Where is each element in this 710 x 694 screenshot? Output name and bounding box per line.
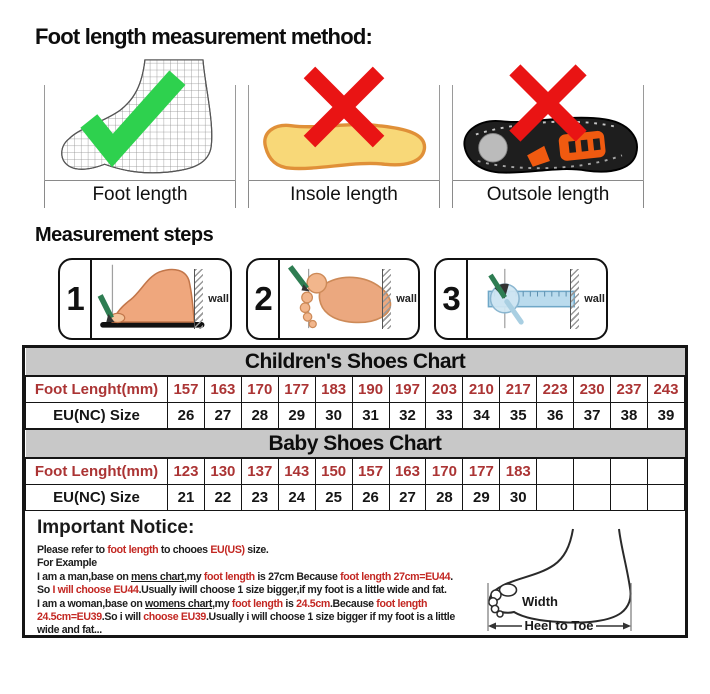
size-cell: 230 (574, 376, 611, 403)
size-cell: 150 (315, 458, 352, 485)
size-cell: 37 (574, 403, 611, 430)
size-cell: 22 (204, 485, 241, 511)
size-cell: 197 (389, 376, 426, 403)
step-3-box (434, 258, 608, 340)
pencil-icon (100, 295, 111, 317)
size-cell: 36 (537, 403, 574, 430)
size-cell: 123 (168, 458, 205, 485)
size-cell: 163 (204, 376, 241, 403)
table-row (26, 485, 685, 511)
wall-hatch (194, 269, 203, 329)
size-cell: 143 (278, 458, 315, 485)
size-cell: 24 (278, 485, 315, 511)
size-cell (574, 458, 611, 485)
size-cell: 25 (315, 485, 352, 511)
row-label: EU(NC) Size (26, 485, 168, 511)
size-cell: 28 (426, 485, 463, 511)
notice-line: wide and fat... (37, 624, 102, 637)
size-tables (25, 348, 685, 511)
size-cell (611, 485, 648, 511)
steps-heading: Measurement steps (35, 224, 214, 246)
size-cell: 23 (241, 485, 278, 511)
method-label: Outsole length (486, 183, 610, 205)
size-cell: 29 (463, 485, 500, 511)
method-insole-length (242, 54, 446, 208)
size-cell: 243 (647, 376, 684, 403)
size-cell: 30 (315, 403, 352, 430)
size-chart-block (22, 345, 688, 638)
size-cell: 210 (463, 376, 500, 403)
step-1-box (58, 258, 232, 340)
cross-icon (296, 58, 392, 156)
size-cell: 177 (278, 376, 315, 403)
notice-line: For Example (37, 557, 97, 570)
size-cell: 34 (463, 403, 500, 430)
step-1-figure (92, 260, 230, 338)
size-cell: 39 (647, 403, 684, 430)
chart-title: Baby Shoes Chart (26, 429, 685, 458)
size-cell: 130 (204, 458, 241, 485)
step-2-figure (280, 260, 418, 338)
method-foot-length-figure (38, 54, 242, 180)
size-cell: 21 (168, 485, 205, 511)
foot-measure-diagram (470, 527, 648, 639)
size-cell: 223 (537, 376, 574, 403)
size-cell: 170 (241, 376, 278, 403)
important-notice (25, 511, 685, 638)
method-bracket (248, 180, 440, 208)
wall-label: wall (396, 293, 417, 305)
size-cell (537, 485, 574, 511)
chart-title: Children's Shoes Chart (26, 348, 685, 376)
size-cell: 27 (389, 485, 426, 511)
size-cell: 31 (352, 403, 389, 430)
method-bracket (452, 180, 644, 208)
size-cell (647, 458, 684, 485)
notice-line: Please refer to foot length to chooes EU(US) size. (37, 544, 269, 556)
table-row (26, 458, 685, 485)
step-2-box (246, 258, 420, 340)
row-label: EU(NC) Size (26, 403, 168, 430)
size-cell: 203 (426, 376, 463, 403)
wall-hatch (382, 269, 391, 329)
notice-line: 24.5cm=EU39.So i will choose EU39.Usually i will choose 1 size bigger if my foot is a little (37, 611, 455, 624)
size-cell: 237 (611, 376, 648, 403)
page-title: Foot length measurement method: (35, 24, 372, 49)
size-cell: 177 (463, 458, 500, 485)
step-3-figure (468, 260, 606, 338)
size-cell (611, 458, 648, 485)
method-foot-length (38, 54, 242, 208)
size-cell: 35 (500, 403, 537, 430)
method-label: Foot length (92, 183, 188, 205)
measurement-methods-row (38, 54, 674, 208)
size-tables-body (26, 348, 685, 511)
table-row (26, 376, 685, 403)
size-cell: 217 (500, 376, 537, 403)
size-cell: 27 (204, 403, 241, 430)
size-cell (537, 458, 574, 485)
size-cell: 30 (500, 485, 537, 511)
table-row (26, 403, 685, 430)
heel-to-toe-label: Heel to Toe (524, 618, 594, 633)
cross-icon (502, 56, 594, 150)
size-cell: 33 (426, 403, 463, 430)
size-cell: 163 (389, 458, 426, 485)
width-label: Width (522, 594, 558, 609)
step-number: 1 (60, 260, 92, 338)
method-outsole-length (446, 54, 650, 208)
size-cell: 183 (500, 458, 537, 485)
row-label: Foot Lenght(mm) (26, 458, 168, 485)
size-cell: 157 (168, 376, 205, 403)
size-cell: 26 (352, 485, 389, 511)
step-number: 2 (248, 260, 280, 338)
method-outsole-length-figure (446, 54, 650, 180)
method-insole-length-figure (242, 54, 446, 180)
size-cell: 190 (352, 376, 389, 403)
size-cell: 183 (315, 376, 352, 403)
method-label: Insole length (290, 183, 398, 205)
size-cell: 137 (241, 458, 278, 485)
wall-label: wall (584, 293, 605, 305)
size-cell (574, 485, 611, 511)
step-number: 3 (436, 260, 468, 338)
size-cell: 170 (426, 458, 463, 485)
wireframe-foot-icon (52, 56, 228, 180)
wall-label: wall (208, 293, 229, 305)
notice-heading: Important Notice: (37, 517, 195, 538)
size-cell (647, 485, 684, 511)
method-bracket (44, 180, 236, 208)
steps-row (58, 258, 608, 340)
notice-line: So I will choose EU44.Usually iwill choose 1 size bigger,if my foot is a little wide and fat. (37, 584, 447, 597)
wall-hatch (570, 269, 579, 329)
size-cell: 157 (352, 458, 389, 485)
size-cell: 32 (389, 403, 426, 430)
notice-line: I am a woman,base on womens chart,my foot length is 24.5cm.Because foot length (37, 597, 428, 610)
size-cell: 29 (278, 403, 315, 430)
row-label: Foot Lenght(mm) (26, 376, 168, 403)
size-cell: 26 (168, 403, 205, 430)
notice-line: I am a man,base on mens chart,my foot length is 27cm Because foot length 27cm=EU44. (37, 570, 453, 583)
size-cell: 28 (241, 403, 278, 430)
size-cell: 38 (611, 403, 648, 430)
